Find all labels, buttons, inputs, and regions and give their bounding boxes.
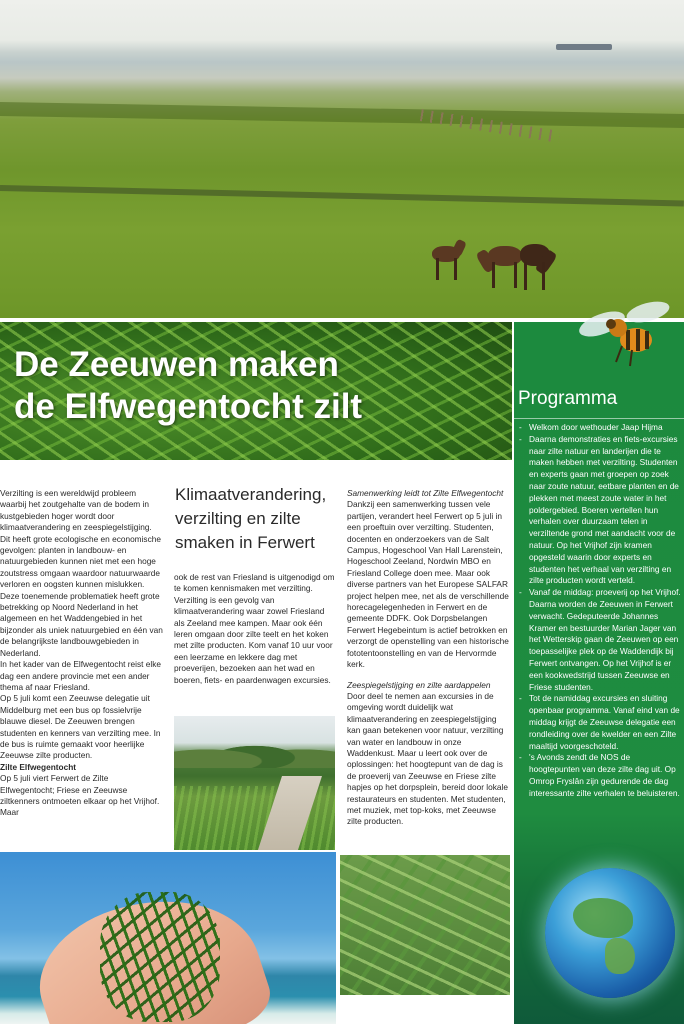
paragraph: Op 5 juli viert Ferwert de Zilte Elfwegentocht; Friese en Zeeuwse ziltkenners ontmoeten elkaar op het Vrijhof. Maar [0, 773, 160, 818]
paragraph: Verzilting is een wereldwijd probleem waarbij het zoutgehalte van de bodem in kustgebieden hoger wordt door klimaatverandering en zeespiegelstijging. Dit heeft grote ecologische en economische gevolgen: planten in landbouw- en natuurgebieden kunnen niet met een hoge zoutstress omgaan waardoor natuurwaarde verloren en oogsten kunnen mislukken. [0, 488, 161, 590]
bee-icon [578, 296, 682, 370]
continent [573, 898, 633, 938]
programme-item: - Daarna demonstraties en fiets-excursies naar zilte natuur en landerijen die te maken hebben met verzilting. Studenten en experts gaan met groepen op zoek naar zoute natuur, eetbare planten en de plekken met meest zoute water in het poldergebied. Boeren vertellen hun verhalen over duurzaam telen in verziltende grond met aandacht voor de natuur. Op het Vrijhof zijn kramen opgesteld waarin door experts en studenten het verhaal van verzilting en zilte producten wordt verteld. [516, 434, 682, 587]
programme-item: - Tot de namiddag excursies en sluiting openbaar programma. Vanaf eind van de middag krijgt de Zeeuwse delegatie een rondleiding over de kwelder en een Zilte maaltijd voorgeschoteld. [516, 693, 682, 752]
field-path-photo [174, 716, 335, 850]
hand-holding-samphire-photo [0, 852, 336, 1024]
article-column-2 [174, 572, 337, 686]
page-title [14, 344, 362, 428]
programme-item: - Vanaf de middag: proeverij op het Vrijhof. Daarna worden de Zeeuwen in Ferwert verwacht. Gedeputeerde Johannes Kramer en bestuurder Marian Jager van het Wetterskip gaan de Zeeuwen op een toepasselijke plek op de Waddendijk bij Ferwert ontvangen. Op het Vrijhof is er een kookwedstrijd tussen Zeeuwse en Friese studenten. [516, 587, 682, 693]
tree-line [174, 734, 335, 768]
continent [605, 938, 635, 974]
subheading: Samenwerking leidt tot Zilte Elfwegentocht [347, 488, 504, 498]
field-strip [0, 102, 684, 128]
paragraph: Op 5 juli komt een Zeeuwse delegatie uit Middelburg met een bus op fossielvrije blauwe diesel. De Zeeuwen brengen studenten en kenners van verzilting mee. In de bus is ruimte gemaakt voor heerlijke Zeeuwse zilte producten. [0, 693, 161, 761]
ditch [0, 185, 684, 207]
paragraph: Dankzij een samenwerking tussen vele partijen, verandert heel Ferwert op 5 juli in een proeftuin over verzilting. Studenten, docenten en onderzoekers van de Salt Campus, Hogeschool Van Hall Larenstein, Hogeschool Zeeland, Nordwin MBO en Friesland College doen mee. Maar ook diverse partners van het Europese SALFAR project helpen mee, net als de verschillende horecagelegenheden in Ferwert en de gemeente DDFK. Ook Dorpsbelangen Ferwert Hegebeintum is actief betrokken en verzorgt de openstelling van een historische fototentoonstelling en van de Hervormde kerk. [347, 499, 509, 670]
article-column-3 [347, 488, 510, 828]
article-column-1 [0, 488, 164, 819]
programme-heading: Programma [518, 388, 618, 409]
paragraph: Door deel te nemen aan excursies in de omgeving wordt duidelijk wat klimaatverandering en zeespiegelstijging kan gaan betekenen voor natuur, verzilting van water en landbouw in onze Waddenkust. Maar u leert ook over de oplossingen: het hoogtepunt van de dag is de proeverij van Zeeuwse en Friese zilte hapjes op het dorpsplein, bereid door lokale restaurateurs en studenten. Met studenten, met muziek, met top-koks, met Zeeuwse zilte producten. [347, 690, 508, 827]
title-line-2: de Elfwegentocht zilt [14, 387, 363, 426]
programme-item: - 's Avonds zendt de NOS de hoogtepunten van deze zilte dag uit. Op Omrop Fryslân zijn gedurende de dag interessante zilte verhalen te beluisteren. [516, 752, 682, 799]
spacer [347, 671, 510, 680]
horse-grazing [428, 240, 468, 284]
programme-item: - Welkom door wethouder Jaap Hijma [516, 422, 682, 434]
globe-illustration [545, 868, 675, 998]
horse-grazing [512, 230, 558, 292]
paragraph: In het kader van de Elfwegentocht reist elke dag een andere provincie met een ander thema af naar Friesland. [0, 659, 161, 692]
samphire-bunch [100, 892, 220, 1022]
subheading: Zilte Elfwegentocht [0, 761, 77, 772]
article-heading: Klimaatverandering, verzilting en zilte smaken in Ferwert [175, 485, 327, 552]
title-samphire-photo [0, 322, 512, 460]
paragraph: ook de rest van Friesland is uitgenodigd om te komen kennismaken met verzilting. Verzilting is een gevolg van klimaatverandering waar zowel Friesland als Zeeland mee kampen. Maar ook één leren omgaan door zilte teelt en het koken met zilte producten. Kom vanaf 10 uur voor een leerzame en lekkere dag met proeverijen, bezoeken aan het wad en boeren, fiets- en paardenwagen excursies. [174, 572, 335, 685]
leaves-photo [340, 855, 510, 995]
title-line-1: De Zeeuwen maken [14, 345, 339, 384]
subheading: Zeespiegelstijging en zilte aardappelen [347, 679, 491, 690]
sidebar-divider [514, 418, 684, 419]
hero-landscape-photo [0, 0, 684, 318]
ship [556, 44, 612, 50]
programme-list [516, 422, 682, 800]
paragraph: Deze toenemende problematiek heeft grote betrekking op Noord Nederland in het algemeen en het Waddengebied in het bijzonder als uniek natuurgebied en één van de belangrijkste landbouwgebieden in Nederland. [0, 590, 163, 658]
